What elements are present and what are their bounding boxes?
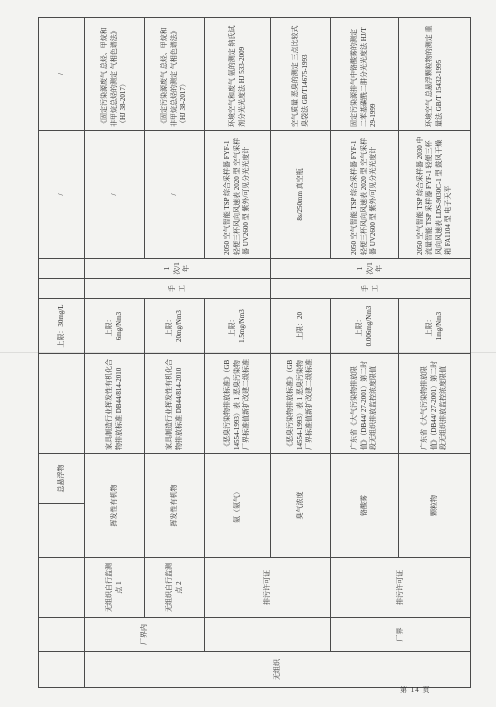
table-row: [39, 18, 85, 688]
limit-cell: 上限：1mg/Nm3: [399, 299, 471, 354]
basis-cell: 《恶臭污染物排放标准》（GB 14554-1993）表 1 恶臭污染物厂界标准值新扩改建二级标准: [271, 354, 331, 454]
pollutant-cell: 氨（氨气）: [205, 454, 271, 558]
rotated-table-wrapper: [38, 18, 470, 688]
area-cell: 厂界内: [85, 618, 205, 652]
standard-cell: 《固定污染源废气 总烃、甲烷和非甲烷总烃的测定 气相色谱法》（HJ 38-2017）: [145, 18, 205, 131]
pollutant-cell: 挥发性有机物: [145, 454, 205, 558]
limit-cell: 上限：0.006mg/Nm3: [331, 299, 399, 354]
method-cell: 手工: [271, 279, 471, 299]
standard-cell: 环境空气 总悬浮颗粒物的测定 重量法 GB/T 15432-1995: [399, 18, 471, 131]
limit-cell: 上限：30mg/L: [39, 299, 85, 354]
standard-cell: 《固定污染源废气 总烃、甲烷和非甲烷总烃的测定 气相色谱法》（HJ 38-2017）: [85, 18, 145, 131]
table-row: [85, 18, 145, 688]
pollutant-cell: 铬酸雾: [331, 454, 399, 558]
area-cell: 厂界: [331, 618, 471, 652]
limit-cell: 上限：20: [271, 299, 331, 354]
instrument-cell: /: [85, 131, 145, 259]
table-row: [205, 18, 271, 688]
instrument-cell: /: [145, 131, 205, 259]
instrument-cell: /: [39, 131, 85, 259]
standard-cell: 环境空气和废气 氨的测定 纳氏试剂分光光度法 HJ 533-2009: [205, 18, 271, 131]
standard-cell: 固定污染源排气中铬酸雾的测定 二苯基碳酰二肼分光光度法 HJ/T 29-1999: [331, 18, 399, 131]
freq-cell: 1 次/1 年: [85, 259, 271, 279]
limit-cell: 上限：20mg/Nm3: [145, 299, 205, 354]
point-cell: 排污许可证: [205, 558, 331, 618]
instrument-cell: 2050 空气智能 TSP 综合采样器 2030 中流量智能 TSP 采样器 FYF-1 轻便三杯风向风速表 LDS-9030C-1 型 鼓风干燥箱 FA1104 型 电子天平: [399, 131, 471, 259]
basis-cell: 家具制造行业挥发性有机化合物排放标准 DB44/814-2010: [85, 354, 145, 454]
method-cell: 手工: [85, 279, 271, 299]
page-number: 第 14 页: [400, 686, 431, 694]
point-cell: 无组织自行监测点 2: [145, 558, 205, 618]
basis-cell: 家具制造行业挥发性有机化合物排放标准 DB44/814-2010: [145, 354, 205, 454]
freq-cell: 1 次/1 年: [271, 259, 471, 279]
pollutant-cell: 颗粒物: [399, 454, 471, 558]
standard-cell: 空气质量 恶臭的测定 三点比较式臭袋法 GB/T14675-1993: [271, 18, 331, 131]
monitoring-table: [38, 17, 471, 688]
basis-cell: 《恶臭污染物排放标准》（GB 14554-1993）表 1 恶臭污染物厂界标准值新扩改建二级标准: [205, 354, 271, 454]
instrument-cell: 8s/250mm 真空瓶: [271, 131, 331, 259]
instrument-cell: 2050 空气智能 TSP 综合采样器 FYF-1 轻便三杯风向风速表 2020 型 空气采样器 UV2600 型 紫外/可见分光光度计: [331, 131, 399, 259]
table-row: [145, 18, 205, 688]
point-cell: 无组织自行监测点 1: [85, 558, 145, 618]
pollutant-cell: 总悬浮物: [39, 454, 85, 504]
pollutant-cell: 臭气浓度: [271, 454, 331, 558]
limit-cell: 上限：6mg/Nm3: [85, 299, 145, 354]
point-cell: 排污许可证: [331, 558, 471, 618]
category-cell: 无组织: [85, 652, 471, 688]
instrument-cell: 2050 空气智能 TSP 综合采样器 FYF-1 轻便三杯风向风速表 2020 型 空气采样器 UV2600 型 紫外/可见分光光度计: [205, 131, 271, 259]
pollutant-cell: 挥发性有机物: [85, 454, 145, 558]
basis-cell: 广东省《大气污染物排放限值》（DB44/ 27-2001）第二时段无组织排放监控浓度限值: [331, 354, 399, 454]
limit-cell: 上限：1.5mg/Nm3: [205, 299, 271, 354]
basis-cell: 广东省《大气污染物排放限值》（DB44/ 27-2001）第二时段无组织排放监控浓度限值: [399, 354, 471, 454]
standard-cell: /: [39, 18, 85, 131]
table-row: [331, 18, 399, 688]
